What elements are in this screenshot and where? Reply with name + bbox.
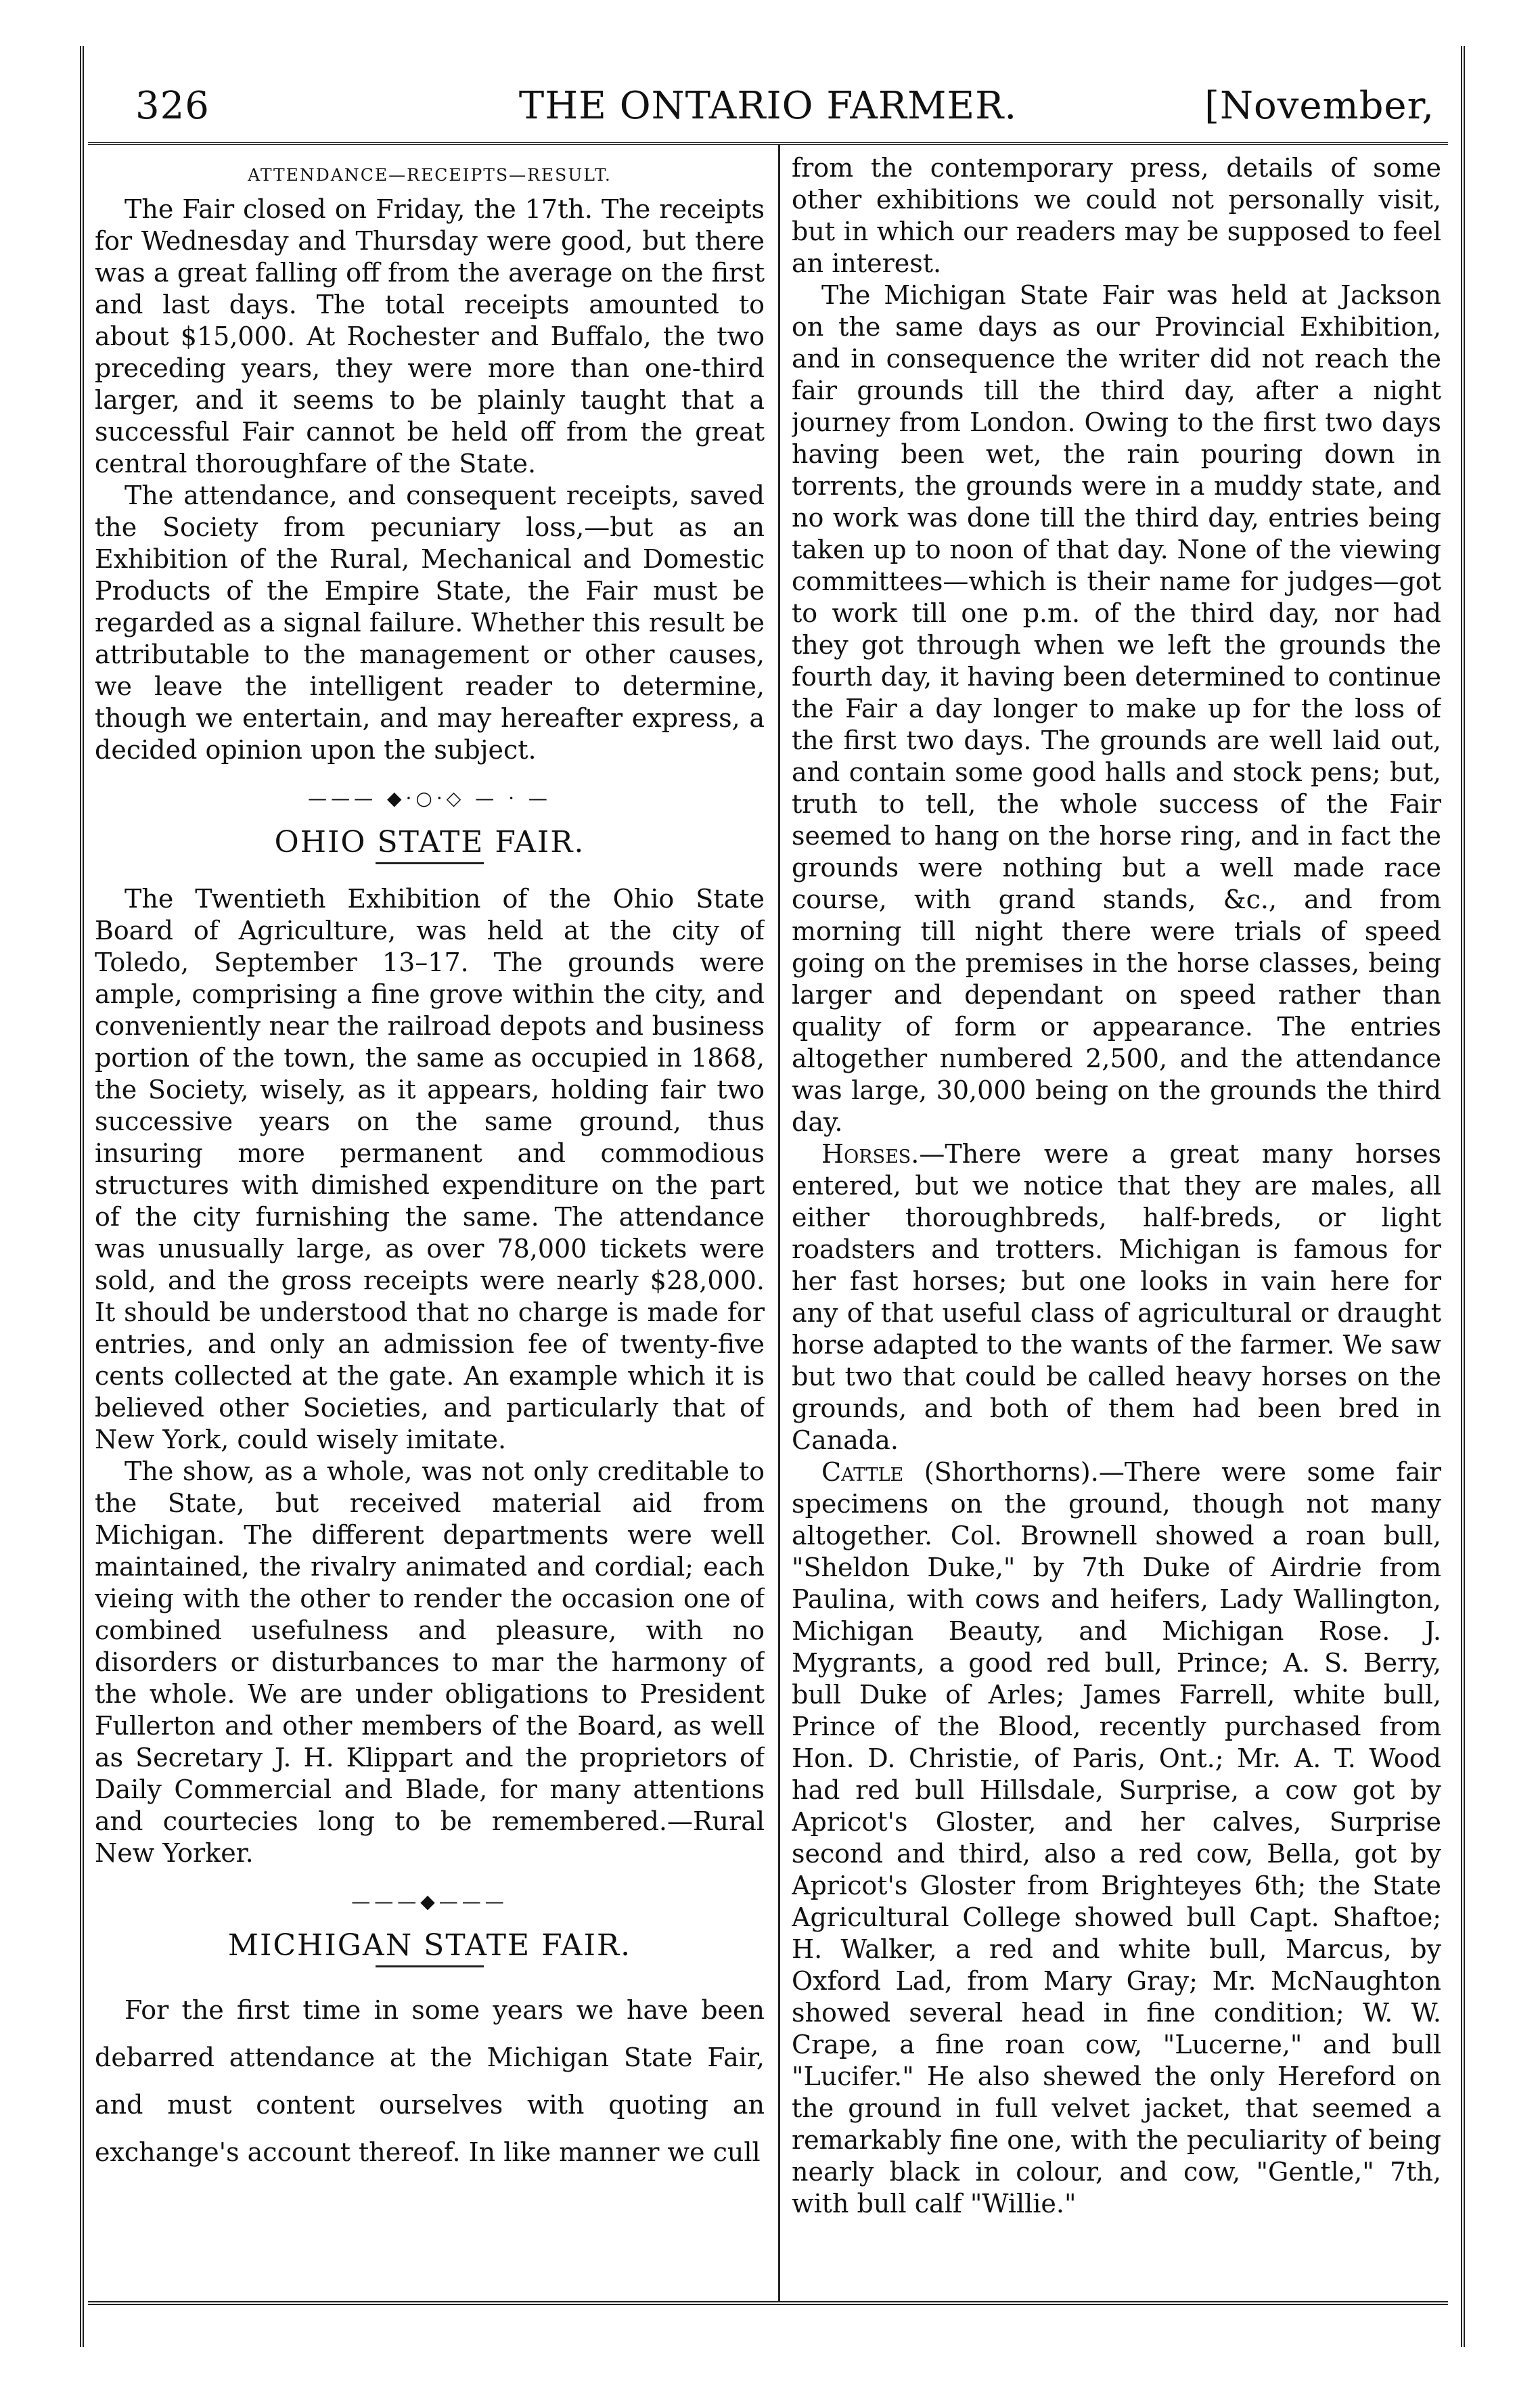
left-column <box>95 152 765 2284</box>
ornament-divider: ———◆——— <box>351 1890 508 1913</box>
right-column <box>792 152 1441 2284</box>
article-title: MICHIGAN STATE FAIR. <box>227 1928 632 1963</box>
issue-month: [November, <box>1204 84 1434 128</box>
paragraph: The Michigan State Fair was held at Jackson on the same days as our Provincial Exhibition, and in consequence the writer did not reach the fair grounds till the third day, after a night journey from London. Owing to the first two days having been wet, the rain pouring down in torrents, the grounds were in a muddy state, and no work was done till the third day, entries being taken up to noon of that day. None of the viewing committees—which is their name for judges—got to work till one p.m. of the third day, nor had they got through when we left the grounds the fourth day, it having been determined to continue the Fair a day longer to make up for the loss of the first two days. The grounds are well laid out, and contain some good halls and stock pens; but, truth to tell, the whole success of the Fair seemed to hang on the horse ring, and in fact the grounds were nothing but a well made race course, with grand stands, &c., and from morning till night there were trials of speed going on the premises in the horse classes, being larger and dependant on speed rather than quality of form or appearance. The entries altogether numbered 2,500, and the attendance was large, 30,000 being on the grounds the third day. <box>792 280 1441 1137</box>
paragraph: The Fair closed on Friday, the 17th. The receipts for Wednesday and Thursday were good, but there was a great falling off from the average on the first and last days. The total receipts amounted to about $15,000. At Rochester and Buffalo, the two preceding years, they were more than one-third larger, and it seems to be plainly taught that a successful Fair cannot be held off from the great central thoroughfare of the State. <box>95 194 765 478</box>
paragraph: from the contemporary press, details of some other exhibitions we could not personally visit, but in which our readers may be supposed to feel an interest. <box>792 153 1441 278</box>
header-rule <box>88 142 1448 145</box>
paragraph: The Twentieth Exhibition of the Ohio State Board of Agriculture, was held at the city of Toledo, September 13–17. The grounds were ample, comprising a fine grove within the city, and conveniently near the railroad depots and business portion of the town, the same as occupied in 1868, the Society, wisely, as it appears, holding fair two successive years on the same ground, thus insuring more permanent and commodious structures with dimished expenditure on the part of the city furnishing the same. The attendance was unusually large, as over 78,000 tickets were sold, and the gross receipts were nearly $28,000. It should be understood that no charge is made for entries, and only an admission fee of twenty-five cents collected at the gate. An example which it is believed other Societies, and particularly that of New York, could wisely imitate. <box>95 884 765 1454</box>
ornament-divider: ——— ◆·○·◇ — · — <box>308 787 551 809</box>
paragraph-text: —There were a great many horses entered, but we notice that they are males, all either thoroughbreds, half-breds, or light roadsters and trotters. Michigan is famous for her fast horses; but one looks in vain here for any of that useful class of agricultural or draught horse adapted to the wants of the farmer. We saw but two that could be called heavy horses on the grounds, and both of them had been bred in Canada. <box>792 1139 1441 1455</box>
paragraph-text: (Shorthorns).—There were some fair specimens on the ground, though not many altogether. Col. Brownell showed a roan bull, "Sheldon Duke," by 7th Duke of Airdrie from Paulina, with cows and heifers, Lady Wallington, Michigan Beauty, and Michigan Rose. J. Mygrants, a good red bull, Prince; A. S. Berry, bull Duke of Arles; James Farrell, white bull, Prince of the Blood, recently purchased from Hon. D. Christie, of Paris, Ont.; Mr. A. T. Wood had red bull Hillsdale, Surprise, a cow got by Apricot's Gloster, and her calves, Surprise second and third, also a red cow, Bella, got by Apricot's Gloster from Brighteyes 6th; the State Agricultural College showed bull Capt. Shaftoe; H. Walker, a red and white bull, Marcus, by Oxford Lad, from Mary Gray; Mr. McNaughton showed several head in fine condition; W. W. Crape, a fine roan cow, "Lucerne," and bull "Lucifer." He also shewed the only Hereford on the ground in full velvet jacket, that seemed a remarkably fine one, with the peculiarity of being nearly black in colour, and cow, "Gentle," 7th, with bull calf "Willie." <box>792 1457 1441 2219</box>
page-number: 326 <box>135 84 210 128</box>
publication-title: THE ONTARIO FARMER. <box>518 84 1018 128</box>
paragraph-horses <box>792 1138 1441 1456</box>
footer-rule <box>88 2301 1448 2305</box>
paragraph-cattle <box>792 1456 1441 2220</box>
column-divider <box>778 145 780 2301</box>
paragraph: The show, as a whole, was not only creditable to the State, but received material aid from Michigan. The different departments were well maintained, the rivalry animated and cordial; each vieing with the other to render the occasion one of combined usefulness and pleasure, with no disorders or disturbances to mar the harmony of the whole. We are under obligations to President Fullerton and other members of the Board, as well as Secretary J. H. Klippart and the proprietors of Daily Commercial and Blade, for many attentions and courtecies long to be remembered.—Rural New Yorker. <box>95 1456 765 1868</box>
section-subhead: ATTENDANCE—RECEIPTS—RESULT. <box>248 165 612 185</box>
article-title: OHIO STATE FAIR. <box>274 825 585 860</box>
run-in-head: Horses. <box>821 1139 920 1169</box>
run-in-head: Cattle <box>821 1457 904 1487</box>
paragraph: For the first time in some years we have been debarred attendance at the Michigan State Fair, and must content ourselves with quoting an exchange's account thereof. In like manner we cull <box>95 1995 765 2167</box>
title-rule <box>376 1965 484 1967</box>
title-rule <box>376 862 484 864</box>
running-header <box>88 74 1448 142</box>
paragraph: The attendance, and consequent receipts, saved the Society from pecuniary loss,—but as an Exhibition of the Rural, Mechanical and Domestic Products of the Empire State, the Fair must be regarded as a signal failure. Whether this result be attributable to the management or other causes, we leave the intelligent reader to determine, though we entertain, and may hereafter express, a decided opinion upon the subject. <box>95 481 765 765</box>
